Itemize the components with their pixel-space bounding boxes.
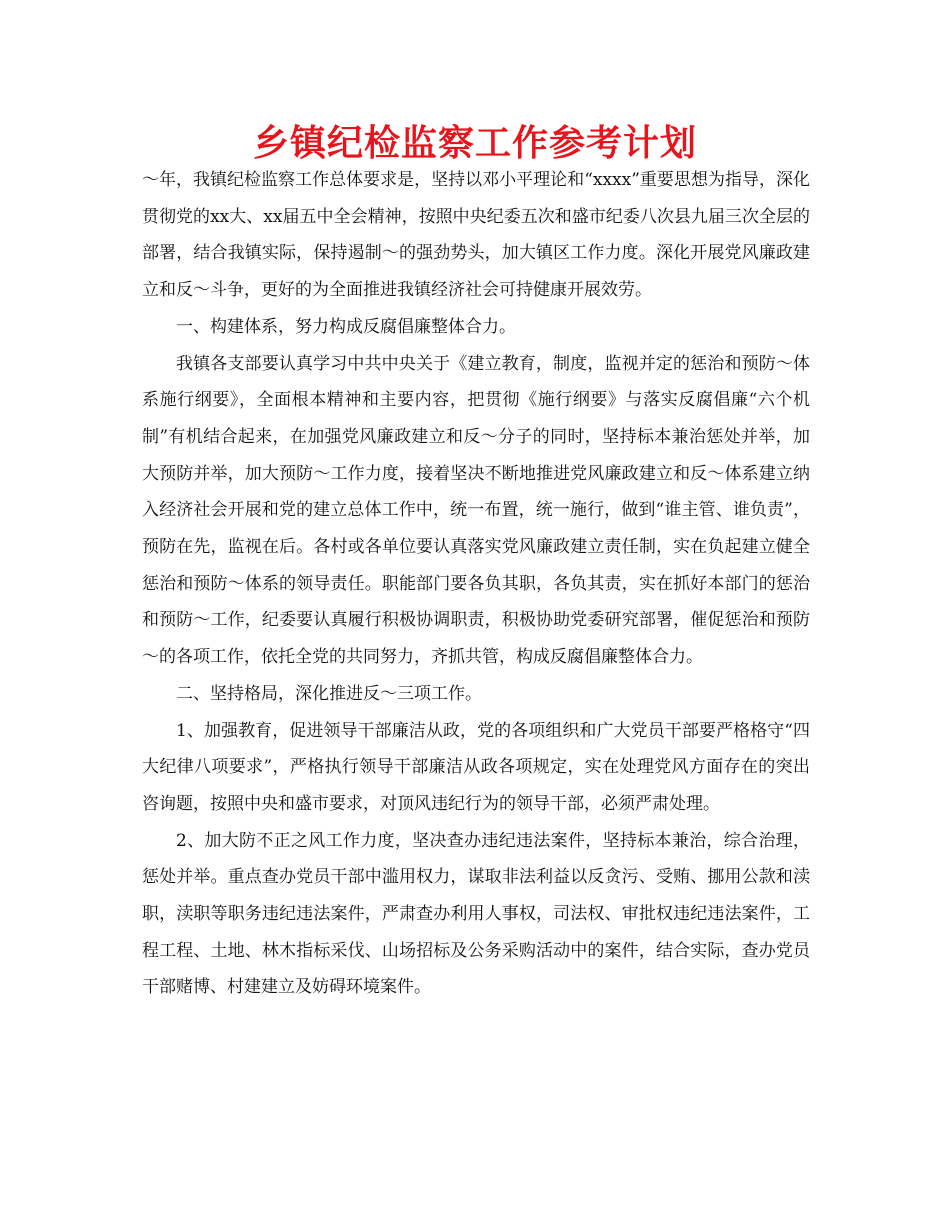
paragraph-item-2: 2、加大防不正之风工作力度，坚决查办违纪违法案件，坚持标本兼治，综合治理，惩处并举。重点查办党员干部中滥用权力，谋取非法利益以反贪污、受贿、挪用公款和渎职，渎职等职务违纪违法案件，严肃查办利用人事权，司法权、审批权违纪违法案件，工程工程、土地、林木指标采伐、山场招标及公务采购活动中的案件，结合实际，查办党员干部赌博、村建建立及妨碍环境案件。 — [142, 830, 810, 998]
document-title: 乡镇纪检监察工作参考计划 — [252, 123, 697, 164]
paragraph-section-1: 我镇各支部要认真学习中共中央关于《建立教育，制度，监视并定的惩治和预防～体系施行纲要》，全面根本精神和主要内容，把贯彻《施行纲要》与落实反腐倡廉“六个机制”有机结合起来，在加强党风廉政建立和反～分子的同时，坚持标本兼治惩处并举，加大预防并举，加大预防～工作力度，接着坚决不断地推进党风廉政建立和反～体系建立纳入经济社会开展和党的建立总体工作中，统一布置，统一施行，做到“谁主管、谁负责”，预防在先，监视在后。各村或各单位要认真落实党风廉政建立责任制，实在负起建立健全惩治和预防～体系的领导责任。职能部门要各负其职，各负其责，实在抓好本部门的惩治和预防～工作，纪委要认真履行积极协调职责，积极协助党委研究部署，催促惩治和预防～的各项工作，依托全党的共同努力，齐抓共管，构成反腐倡廉整体合力。 — [142, 353, 810, 668]
section-heading-1: 一、构建体系，努力构成反腐倡廉整体合力。 — [176, 316, 516, 337]
paragraph-intro: ～年，我镇纪检监察工作总体要求是，坚持以邓小平理论和“xxxx”重要思想为指导，深化贯彻党的xx大、xx届五中全会精神，按照中央纪委五次和盛市纪委八次县九届三次全层的部署，结合我镇实际，保持遏制～的强劲势头，加大镇区工作力度。深化开展党风廉政建立和反～斗争，更好的为全面推进我镇经济社会可持健康开展效劳。 — [142, 170, 810, 301]
paragraph-item-1: 1、加强教育，促进领导干部廉洁从政，党的各项组织和广大党员干部要严格格守“四大纪律八项要求”，严格执行领导干部廉洁从政各项规定，实在处理党风方面存在的突出咨询题，按照中央和盛市要求，对顶风违纪行为的领导干部，必须严肃处理。 — [142, 720, 810, 814]
section-heading-2: 二、坚持格局，深化推进反～三项工作。 — [176, 683, 482, 704]
document-body — [142, 162, 810, 1006]
